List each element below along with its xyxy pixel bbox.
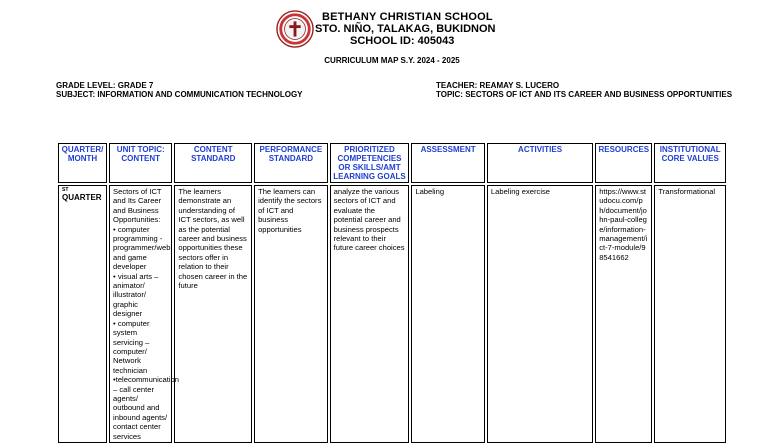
cell-content-standard: The learners demonstrate an understanding of ICT sectors, as well as the potential career and business opportunities these sectors offer in relation to their chosen career in the future — [174, 185, 252, 443]
header-resources: RESOURCES — [595, 143, 652, 183]
cell-resources-link[interactable]: https://www.studocu.com/ph/document/john-paul-college/information-management/ict-7-module/98541662 — [595, 185, 652, 443]
cell-activities: Labeling exercise — [487, 185, 593, 443]
subject: SUBJECT: INFORMATION AND COMMUNICATION TECHNOLOGY — [56, 90, 303, 99]
cell-assessment: Labeling — [411, 185, 485, 443]
quarter-superscript: ST — [62, 187, 69, 193]
quarter-label: QUARTER — [62, 193, 102, 202]
header-activities: ACTIVITIES — [487, 143, 593, 183]
school-name: BETHANY CHRISTIAN SCHOOL — [322, 11, 493, 23]
header-core-values: INSTITUTIONAL CORE VALUES — [654, 143, 726, 183]
header-performance-standard: PERFORMANCE STANDARD — [254, 143, 328, 183]
teacher: TEACHER: REAMAY S. LUCERO — [436, 81, 560, 90]
document-header — [0, 8, 784, 54]
cell-core-values: Transformational — [654, 185, 726, 443]
header-competencies: PRIORITIZED COMPETENCIES OR SKILLS/AMT LEARNING GOALS — [330, 143, 410, 183]
school-seal-logo — [276, 10, 314, 48]
header-quarter: QUARTER/ MONTH — [58, 143, 107, 183]
curriculum-map-table — [56, 141, 728, 445]
header-assessment: ASSESSMENT — [411, 143, 485, 183]
header-unit-topic: UNIT TOPIC: CONTENT — [109, 143, 172, 183]
cell-performance-standard: The learners can identify the sectors of ICT and business opportunities — [254, 185, 328, 443]
topic: TOPIC: SECTORS OF ICT AND ITS CAREER AND BUSINESS OPPORTUNITIES — [436, 90, 733, 99]
cell-competencies: analyze the various sectors of ICT and evaluate the potential career and business prospects relevant to their future career choices — [330, 185, 410, 443]
table-row — [58, 185, 726, 443]
table-header-row — [58, 143, 726, 183]
cell-quarter — [58, 185, 107, 443]
school-address: STO. NIÑO, TALAKAG, BUKIDNON — [315, 23, 496, 35]
school-id: SCHOOL ID: 405043 — [350, 35, 455, 47]
document-title: CURRICULUM MAP S.Y. 2024 - 2025 — [324, 56, 460, 65]
cell-unit-topic: Sectors of ICT and Its Career and Business Opportunities: • computer programming - programmer/web and game developer • visual arts – animator/ illustrator/ graphic designer • computer system servicing – computer/ Network technician •telecommunication – call center agents/ outbound and inbound agents/ contact center services — [109, 185, 172, 443]
header-content-standard: CONTENT STANDARD — [174, 143, 252, 183]
grade-level: GRADE LEVEL: GRADE 7 — [56, 81, 154, 90]
